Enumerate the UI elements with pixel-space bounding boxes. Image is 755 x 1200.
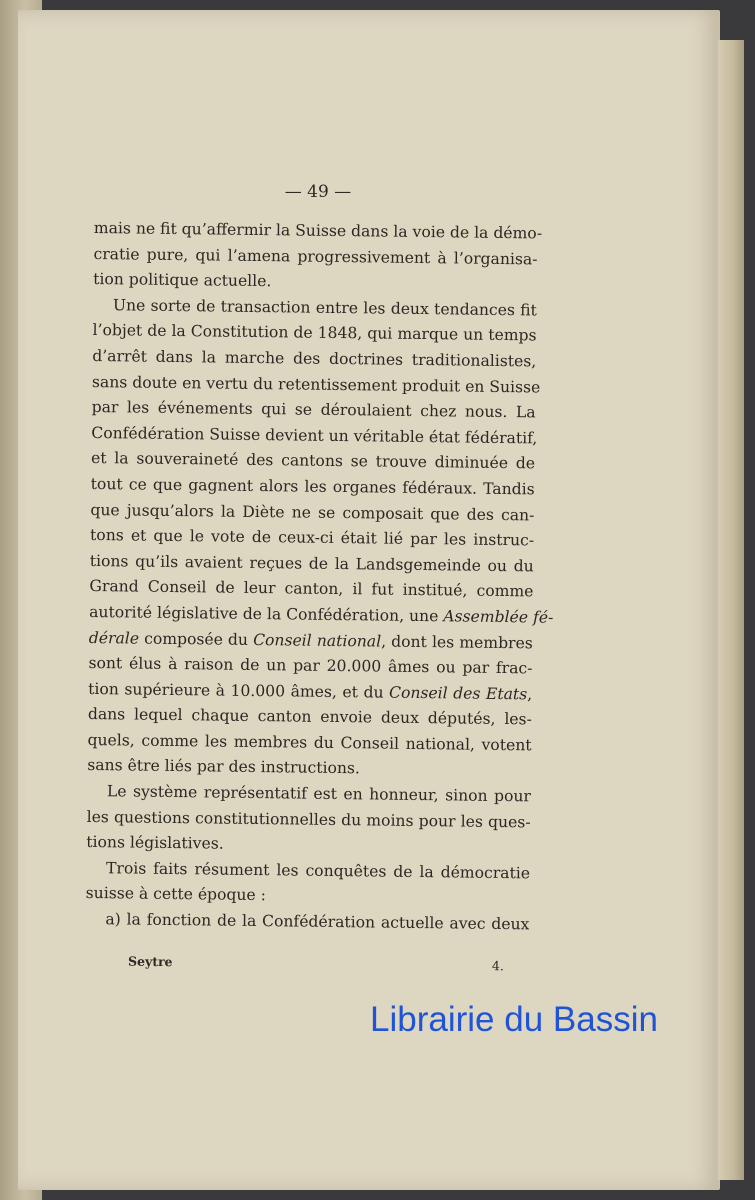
page-stack-edge bbox=[718, 40, 744, 1180]
text-line: d’arrêt dans la marche des doctrines traditionalistes, bbox=[92, 346, 537, 371]
text-line: cratie pure, qui l’amena progressivement à l’organisa- bbox=[93, 244, 538, 269]
text-line: sans doute en vertu du retentissement produit en Suisse bbox=[91, 372, 541, 397]
signature-footer bbox=[128, 954, 508, 974]
text-line: tions législatives. bbox=[86, 833, 224, 853]
text-line: sont élus à raison de un par 20.000 âmes ou par frac- bbox=[88, 654, 533, 678]
text-line: a) la fonction de la Confédération actuelle avec deux bbox=[105, 910, 530, 934]
text-line: l’objet de la Constitution de 1848, qui marque un temps bbox=[92, 321, 537, 345]
text-line: dérale composée du Conseil national, dont les membres bbox=[88, 628, 533, 652]
text-line: tion politique actuelle. bbox=[93, 270, 272, 291]
text-line: tion supérieure à 10.000 âmes, et du Conseil des Etats, bbox=[88, 679, 533, 704]
text-line: Une sorte de transaction entre les deux tendances fit bbox=[112, 296, 537, 320]
page-number: — 49 — bbox=[284, 182, 352, 202]
watermark-text: Librairie du Bassin bbox=[370, 1000, 658, 1039]
text-line: mais ne fit qu’affermir la Suisse dans la voie de la démo- bbox=[93, 218, 543, 243]
text-line: dans lequel chaque canton envoie deux députés, les- bbox=[87, 705, 532, 729]
text-line: que jusqu’alors la Diète ne se composait que des can- bbox=[90, 500, 535, 524]
text-line: les questions constitutionnelles du moins pour les ques- bbox=[86, 807, 531, 832]
footer-signature-mark: 4. bbox=[491, 958, 505, 974]
text-line: Trois faits résument les conquêtes de la démocratie bbox=[105, 859, 531, 883]
footer-author: Seytre bbox=[127, 953, 173, 970]
body-text bbox=[85, 216, 554, 938]
text-line: tout ce que gagnent alors les organes fédéraux. Tandis bbox=[90, 474, 535, 499]
text-line: tions qu’ils avaient reçues de la Landsgemeinde ou du bbox=[89, 551, 534, 576]
text-line: suisse à cette époque : bbox=[85, 884, 267, 905]
text-line: et la souveraineté des cantons se trouve diminuée de bbox=[90, 449, 536, 473]
text-line: par les événements qui se déroulaient chez nous. La bbox=[91, 398, 536, 422]
text-line: tons et que le vote de ceux-ci était lié par les instruc- bbox=[89, 526, 535, 550]
text-line: sans être liés par des instructions. bbox=[87, 756, 361, 778]
text-line: Le système représentatif est en honneur, sinon pour bbox=[106, 782, 532, 806]
text-line: quels, comme les membres du Conseil national, votent bbox=[87, 730, 532, 755]
text-line: autorité législative de la Confédération, une Assemblée fé- bbox=[89, 602, 554, 627]
text-line: Grand Conseil de leur canton, il fut institué, comme bbox=[89, 577, 534, 601]
text-line: Confédération Suisse devient un véritable état fédératif, bbox=[91, 423, 538, 448]
